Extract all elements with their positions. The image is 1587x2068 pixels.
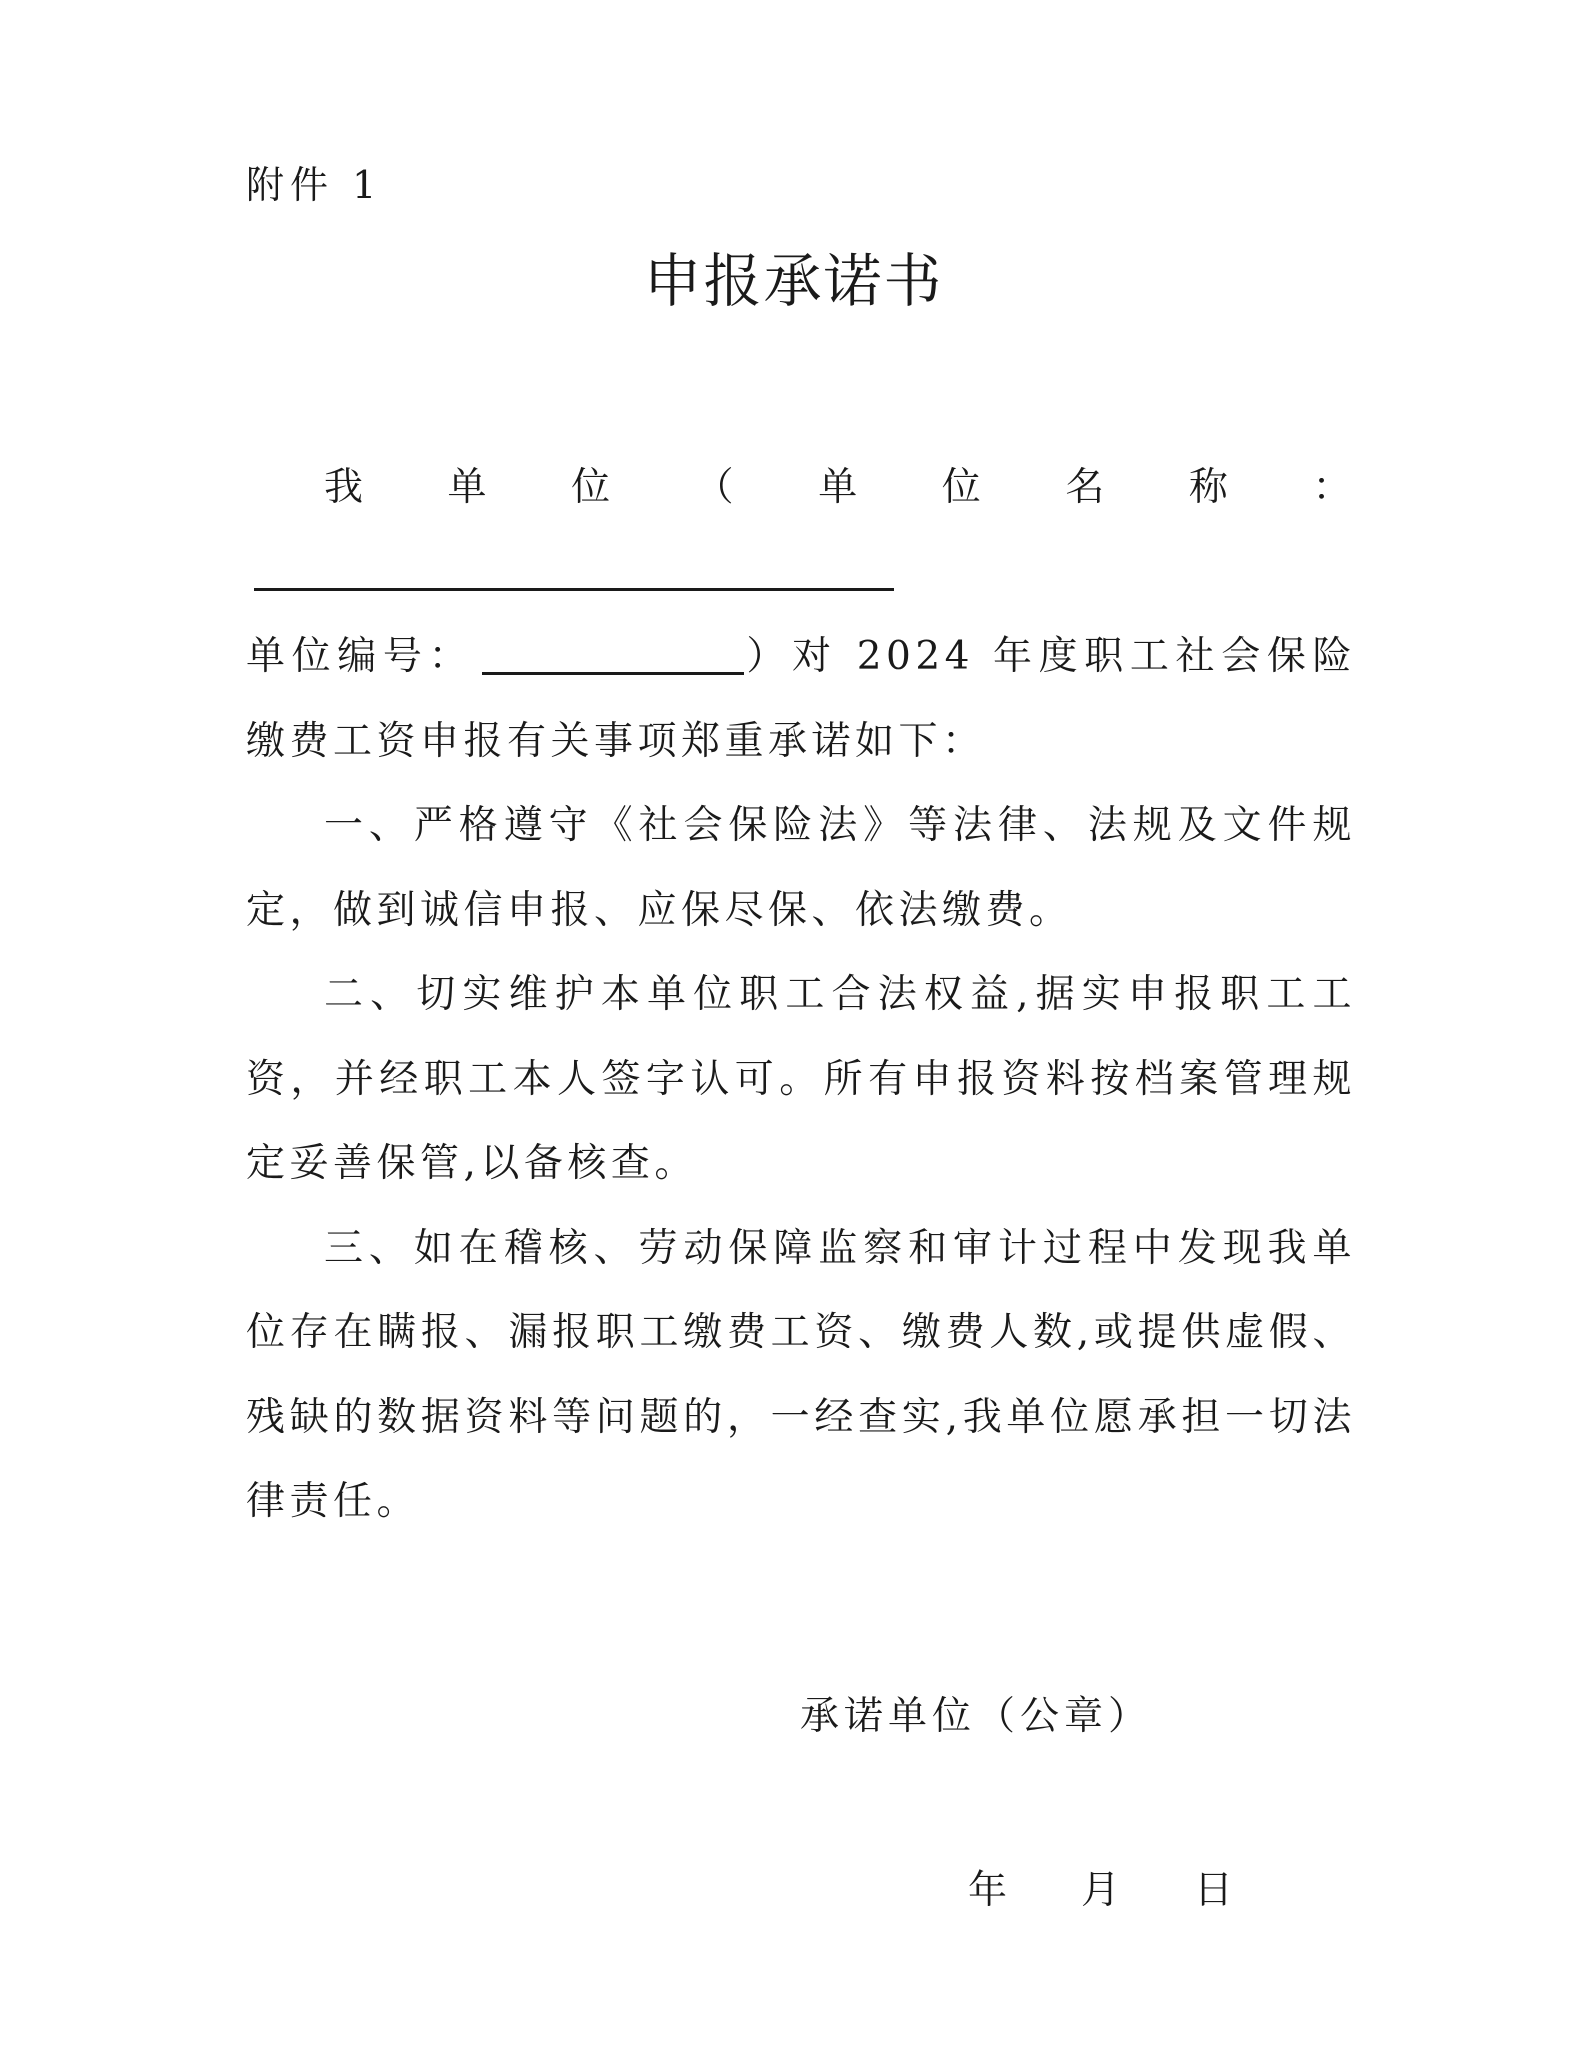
month-label: 月 bbox=[1081, 1868, 1123, 1913]
document-body bbox=[246, 446, 1356, 1545]
unit-number-blank[interactable] bbox=[482, 633, 744, 675]
signatory-label: 承诺单位（公章） bbox=[800, 1694, 1153, 1739]
unit-name-blank[interactable] bbox=[254, 549, 894, 591]
intro-unit-number-label: 单位编号： bbox=[246, 634, 475, 679]
attachment-label: 附件 1 bbox=[246, 163, 383, 207]
intro-commitment-text: ）对 2024 年度职工社会保险缴费工资申报有关事项郑重承诺如下： bbox=[246, 634, 1356, 764]
intro-paragraph bbox=[246, 446, 1356, 615]
intro-paragraph-continued bbox=[246, 615, 1356, 784]
date-line bbox=[968, 1866, 1235, 1916]
commitment-item-3: 三、如在稽核、劳动保障监察和审计过程中发现我单位存在瞒报、漏报职工缴费工资、缴费人数,或提供虚假、残缺的数据资料等问题的，一经查实,我单位愿承担一切法律责任。 bbox=[246, 1225, 1356, 1524]
intro-unit-name-label: 我单位（单位名称： bbox=[324, 465, 1356, 510]
day-label: 日 bbox=[1194, 1868, 1236, 1913]
year-label: 年 bbox=[968, 1868, 1010, 1913]
commitment-item-2: 二、切实维护本单位职工合法权益,据实申报职工工资，并经职工本人签字认可。所有申报资料按档案管理规定妥善保管,以备核查。 bbox=[246, 972, 1356, 1186]
document-title: 申报承诺书 bbox=[643, 247, 944, 315]
commitment-item-1: 一、严格遵守《社会保险法》等法律、法规及文件规定，做到诚信申报、应保尽保、依法缴费。 bbox=[246, 803, 1356, 933]
